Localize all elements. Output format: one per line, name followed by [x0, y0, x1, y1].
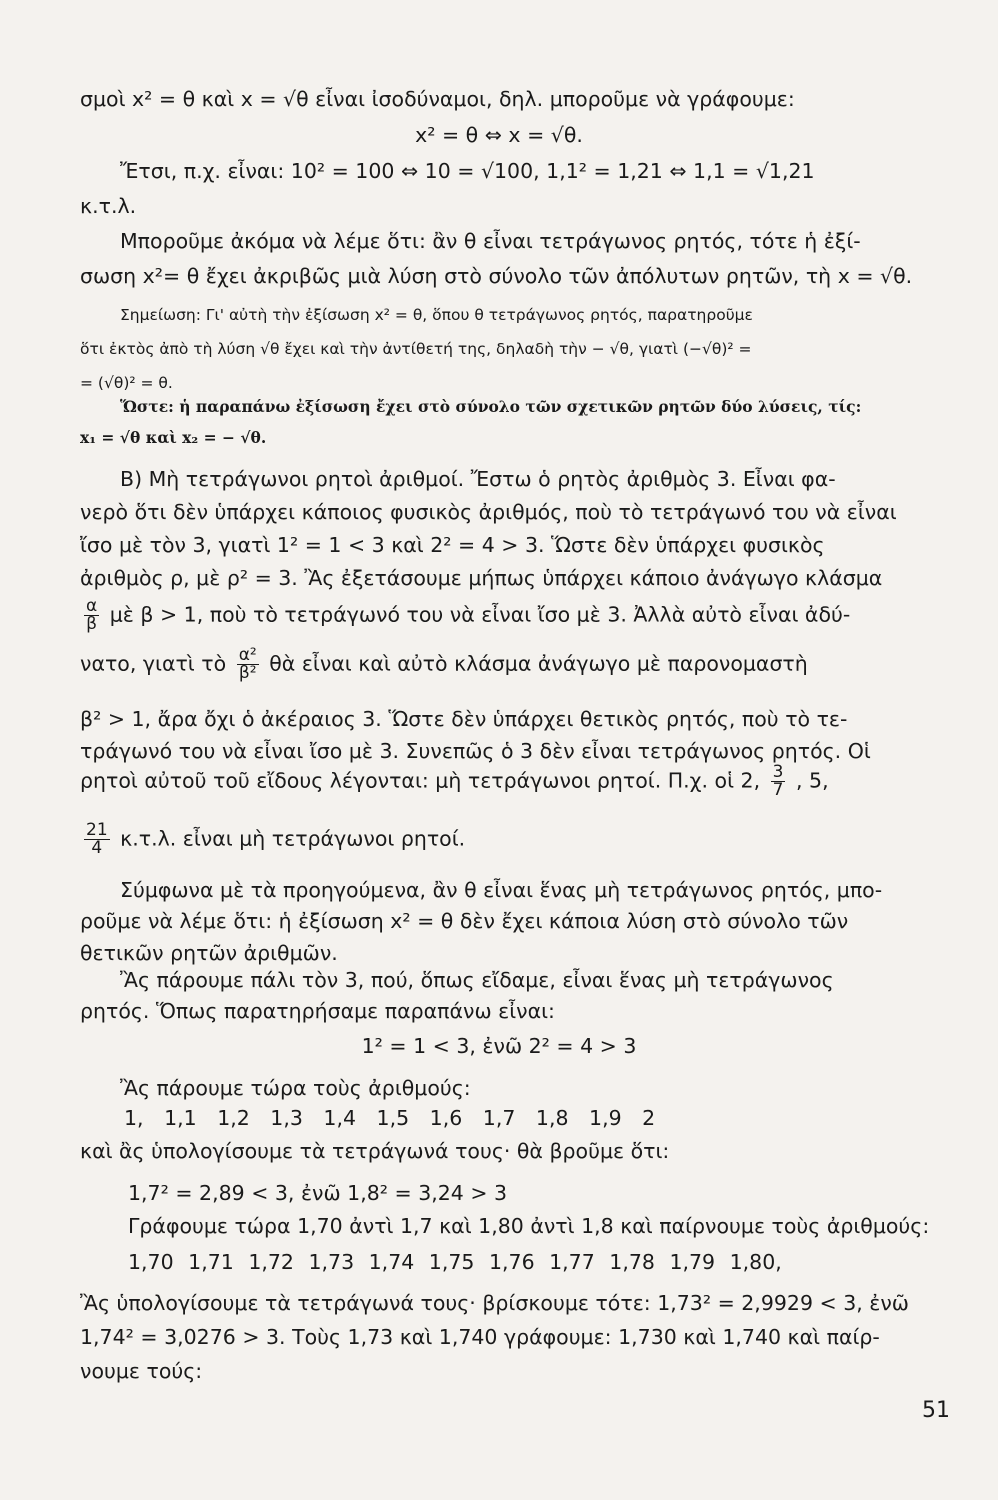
text-line-with-fraction: νατο, γιατὶ τὸ $\frac{\text{α²}}{\text{β²}}$ θὰ εἶναι καὶ αὐτὸ κλάσμα ἀνάγωγο μὲ παρονομαστὴ — [80, 645, 808, 683]
note-line: Ὥστε: ἡ παραπάνω ἐξίσωση ἔχει στὸ σύνολο τῶν σχετικῶν ρητῶν δύο λύσεις, τίς: — [120, 397, 862, 416]
text-line: Μποροῦμε ἀκόμα νὰ λέμε ὅτι: ἂν θ εἶναι τετράγωνος ρητός, τότε ἡ ἐξί- — [120, 229, 861, 253]
text-line: Ἂς ὑπολογίσουμε τὰ τετράγωνά τους· βρίσκουμε τότε: 1,73² = 2,9929 < 3, ἐνῶ — [80, 1291, 909, 1315]
fraction-alpha-beta: $\frac{\alpha}{\beta}$ — [86, 596, 98, 634]
equation-line: 1,7² = 2,89 < 3, ἐνῶ 1,8² = 3,24 > 3 — [128, 1181, 508, 1205]
text-line-with-fraction: $\frac{21}{4}$ κ.τ.λ. εἶναι μὴ τετράγωνοι ρητοί. — [86, 820, 466, 858]
text-line: σμοὶ x² = θ καὶ x = √θ εἶναι ἰσοδύναμοι, δηλ. μποροῦμε νὰ γράφουμε: — [80, 87, 795, 111]
text-line: ἀριθμὸς ρ, μὲ ρ² = 3. Ἂς ἐξετάσουμε μήπως ὑπάρχει κάποιο ἀνάγωγο κλάσμα — [80, 566, 883, 590]
section-heading-line: B) Μὴ τετράγωνοι ρητοὶ ἀριθμοί. Ἔστω ὁ ρητὸς ἀριθμὸς 3. Εἶναι φα- — [120, 467, 836, 491]
note-line: ὅτι ἐκτὸς ἀπὸ τὴ λύση √θ ἔχει καὶ τὴν ἀντίθετή της, δηλαδὴ τὴν − √θ, γιατὶ (−√θ)² = — [80, 340, 752, 358]
text-line: νουμε τούς: — [80, 1359, 203, 1383]
text-line: Ἂς πάρουμε πάλι τὸν 3, πού, ὅπως εἴδαμε, εἶναι ἕνας μὴ τετράγωνος — [120, 968, 834, 992]
number-sequence: 1, 1,1 1,2 1,3 1,4 1,5 1,6 1,7 1,8 1,9 2 — [124, 1106, 656, 1130]
text-line: ἴσο μὲ τὸν 3, γιατὶ 1² = 1 < 3 καὶ 2² = 4 > 3. Ὥστε δὲν ὑπάρχει φυσικὸς — [80, 533, 825, 557]
fraction-twentyone-four: $\frac{21}{4}$ — [86, 820, 108, 858]
text-line: σωση x²= θ ἔχει ἀκριβῶς μιὰ λύση στὸ σύνολο τῶν ἀπόλυτων ρητῶν, τὴ x = √θ. — [80, 264, 913, 288]
note-line: Σημείωση: Γι' αὐτὴ τὴν ἐξίσωση x² = θ, ὅπου θ τετράγωνος ρητός, παρατηροῦμε — [120, 306, 753, 324]
text-line: τράγωνό του νὰ εἶναι ἴσο μὲ 3. Συνεπῶς ὁ 3 δὲν εἶναι τετράγωνος ρητός. Οἱ — [80, 739, 871, 763]
text-line: θετικῶν ρητῶν ἀριθμῶν. — [80, 941, 338, 965]
text-line: ρητός. Ὅπως παρατηρήσαμε παραπάνω εἶναι: — [80, 999, 555, 1023]
text-line: καὶ ἂς ὑπολογίσουμε τὰ τετράγωνά τους· θὰ βροῦμε ὅτι: — [80, 1139, 670, 1163]
equation-line: x² = θ ⇔ x = √θ. — [415, 123, 583, 147]
note-line: = (√θ)² = θ. — [80, 374, 173, 392]
text-line: νερὸ ὅτι δὲν ὑπάρχει κάποιος φυσικὸς ἀριθμός, ποὺ τὸ τετράγωνό του νὰ εἶναι — [80, 500, 897, 524]
text-line: ροῦμε νὰ λέμε ὅτι: ἡ ἐξίσωση x² = θ δὲν ἔχει κάποια λύση στὸ σύνολο τῶν — [80, 909, 849, 933]
fraction-alpha2-beta2: $\frac{\text{α²}}{\text{β²}}$ — [238, 645, 257, 683]
text-line: β² > 1, ἄρα ὄχι ὁ ἀκέραιος 3. Ὥστε δὲν ὑπάρχει θετικὸς ρητός, ποὺ τὸ τε- — [80, 707, 848, 731]
text-line: Σύμφωνα μὲ τὰ προηγούμενα, ἂν θ εἶναι ἕνας μὴ τετράγωνος ρητός, μπο- — [120, 878, 883, 902]
fraction-three-seven: $\frac{3}{7}$ — [772, 762, 784, 800]
text-line: Γράφουμε τώρα 1,70 ἀντὶ 1,7 καὶ 1,80 ἀντὶ 1,8 καὶ παίρνουμε τοὺς ἀριθμούς: — [128, 1214, 930, 1238]
text-line: 1,74² = 3,0276 > 3. Τοὺς 1,73 καὶ 1,740 γράφουμε: 1,730 καὶ 1,740 καὶ παίρ- — [80, 1325, 880, 1349]
page-number: 51 — [922, 1398, 950, 1423]
text-line-with-fraction: ρητοὶ αὐτοῦ τοῦ εἴδους λέγονται: μὴ τετράγωνοι ρητοί. Π.χ. οἱ 2, $\frac{3}{7}$ , 5, — [80, 762, 829, 800]
text-line: Ἔτσι, π.χ. εἶναι: 10² = 100 ⇔ 10 = √100, 1,1² = 1,21 ⇔ 1,1 = √1,21 — [120, 159, 815, 183]
number-sequence: 1,70 1,71 1,72 1,73 1,74 1,75 1,76 1,77 1,78 1,79 1,80, — [128, 1250, 782, 1274]
text-line: Ἂς πάρουμε τώρα τοὺς ἀριθμούς: — [120, 1076, 471, 1100]
note-line: x₁ = √θ καὶ x₂ = − √θ. — [80, 428, 267, 447]
text-line-with-fraction: $\frac{\alpha}{\beta}$ μὲ β > 1, ποὺ τὸ τετράγωνό του νὰ εἶναι ἴσο μὲ 3. Ἀλλὰ αὐτὸ εἶναι ἀδύ- — [86, 596, 851, 634]
equation-line: 1² = 1 < 3, ἐνῶ 2² = 4 > 3 — [361, 1034, 637, 1058]
text-line: κ.τ.λ. — [80, 194, 137, 218]
